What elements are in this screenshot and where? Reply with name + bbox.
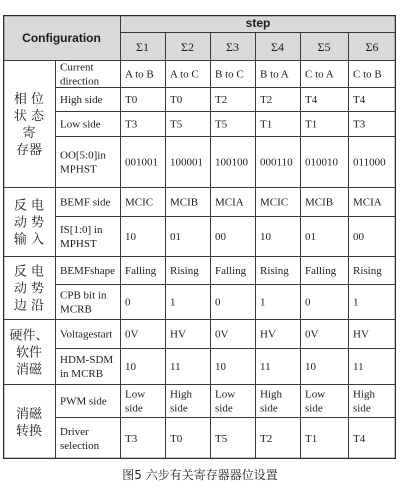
cell-value: MCIC	[260, 196, 289, 209]
cell-value: B to C	[215, 68, 244, 81]
row-label: Driver	[60, 426, 89, 438]
cell-value: 10	[215, 361, 226, 373]
group-title: 输 入	[13, 232, 45, 248]
step-label-6: Σ6	[365, 40, 379, 54]
cell-value: side	[260, 402, 278, 415]
cell-value: Low	[125, 388, 146, 401]
cell-value: T2	[215, 94, 228, 106]
group-title: 消磁	[15, 407, 43, 422]
step-label-4: Σ4	[271, 40, 284, 54]
cell-value: A to B	[125, 68, 154, 81]
cell-value: HV	[353, 328, 369, 341]
group-title: 动 势	[13, 215, 45, 231]
row-label: High side	[60, 94, 103, 106]
cell-value: T3	[125, 433, 138, 445]
cell-value: T4	[353, 433, 366, 445]
cell-value: 100001	[170, 156, 203, 169]
cell-value: 0	[305, 296, 311, 309]
cell-value: C to A	[305, 68, 334, 81]
group-title: 转换	[15, 424, 43, 439]
row-label: PWM side	[60, 395, 107, 408]
cell-value: 11	[260, 361, 271, 373]
cell-value: T2	[260, 94, 273, 106]
cell-value: MCIA	[353, 196, 382, 209]
cell-value: 011000	[353, 156, 386, 169]
cell-value: 0V	[305, 328, 319, 341]
cell-value: High	[353, 388, 375, 401]
cell-value: T3	[125, 118, 138, 131]
row-label: OO[5:0]in	[60, 149, 106, 162]
cell-value: 11	[170, 361, 181, 373]
cell-value: 01	[170, 231, 181, 243]
cell-value: T4	[353, 94, 366, 106]
group-title: 软件	[15, 345, 43, 361]
cell-value: T1	[305, 433, 318, 445]
cell-value: 0V	[125, 328, 139, 341]
cell-value: T2	[260, 433, 273, 445]
group-title: 边 沿	[13, 298, 45, 314]
cell-value: side	[305, 402, 323, 415]
group-title: 反 电	[13, 198, 45, 214]
cell-value: Falling	[125, 265, 157, 277]
group-title: 动 势	[13, 281, 45, 297]
cell-value: side	[215, 402, 233, 415]
cell-value: 00	[353, 231, 364, 243]
cell-value: HV	[170, 328, 186, 341]
cell-value: T0	[170, 433, 183, 445]
cell-value: 01	[305, 231, 316, 243]
row-label: HDM-SDM	[60, 354, 114, 366]
cell-value: side	[353, 402, 371, 415]
row-label: IS[1:0] in	[60, 224, 103, 236]
row-label: Voltagestart	[60, 328, 113, 341]
cell-value: 10	[125, 361, 136, 373]
group-title: 寄	[22, 126, 36, 141]
row-label: MPHST	[60, 238, 97, 250]
cell-value: side	[125, 402, 143, 415]
row-label: in MCRB	[60, 368, 104, 380]
cell-value: 0	[125, 296, 131, 309]
cell-value: 0	[215, 296, 221, 309]
cell-value: 11	[353, 361, 364, 373]
step-label-5: Σ5	[317, 40, 331, 54]
row-label: MPHST	[60, 163, 97, 176]
cell-value: 1	[170, 296, 176, 309]
step-label-2: Σ2	[181, 40, 194, 54]
group-title: 反 电	[13, 264, 45, 280]
cell-value: T5	[170, 118, 183, 131]
register-config-table	[3, 15, 396, 459]
row-label: BEMF side	[60, 196, 111, 209]
figure-caption: 图5 六步有关寄存器器位设置	[122, 468, 278, 482]
cell-value: T5	[215, 118, 228, 131]
group-title: 相 位	[13, 92, 45, 107]
step-label-3: Σ3	[226, 40, 239, 54]
cell-value: MCIB	[305, 196, 334, 209]
cell-value: HV	[260, 328, 276, 341]
cell-value: T1	[260, 118, 273, 131]
cell-value: C to B	[353, 68, 382, 81]
cell-value: T1	[305, 118, 318, 131]
cell-value: B to A	[260, 68, 289, 81]
cell-value: Low	[215, 388, 236, 401]
cell-value: T0	[125, 94, 138, 106]
cell-value: T5	[215, 433, 228, 445]
cell-value: 0V	[215, 328, 229, 341]
row-label: MCRB	[60, 303, 92, 316]
cell-value: side	[170, 402, 188, 415]
cell-value: MCIA	[215, 196, 244, 209]
cell-value: High	[260, 388, 282, 401]
step-label-1: Σ1	[136, 40, 149, 54]
row-label: Low side	[60, 118, 101, 131]
group-title: 消磁	[15, 362, 43, 378]
cell-value: MCIB	[170, 196, 199, 209]
cell-value: 001001	[125, 156, 158, 169]
cell-value: Falling	[305, 265, 337, 277]
cell-value: Rising	[353, 265, 382, 277]
cell-value: T0	[170, 94, 183, 106]
cell-value: Rising	[170, 265, 199, 277]
row-label: CPB bit in	[60, 289, 107, 302]
row-label: Current	[60, 61, 94, 74]
cell-value: Falling	[215, 265, 247, 277]
cell-value: 10	[305, 361, 316, 373]
group-title: 状 态	[13, 109, 45, 124]
row-label: direction	[60, 75, 100, 88]
cell-value: Rising	[260, 265, 289, 277]
group-title: 硬件、	[9, 328, 49, 344]
cell-value: Low	[305, 388, 326, 401]
cell-value: 100100	[215, 156, 248, 169]
cell-value: A to C	[170, 68, 199, 81]
cell-value: 1	[260, 296, 266, 309]
row-label: selection	[60, 440, 100, 452]
config-header: Configuration	[22, 31, 101, 45]
cell-value: MCIC	[125, 196, 154, 209]
cell-value: 010010	[305, 156, 338, 169]
step-header: step	[245, 16, 271, 30]
cell-value: 10	[125, 231, 136, 243]
cell-value: 1	[353, 296, 359, 309]
cell-value: 00	[215, 231, 226, 243]
row-label: BEMFshape	[60, 265, 115, 277]
cell-value: High	[170, 388, 192, 401]
cell-value: 000110	[260, 156, 293, 169]
cell-value: T4	[305, 94, 318, 106]
group-title: 存器	[15, 143, 43, 158]
cell-value: 10	[260, 231, 271, 243]
cell-value: T3	[353, 118, 366, 131]
